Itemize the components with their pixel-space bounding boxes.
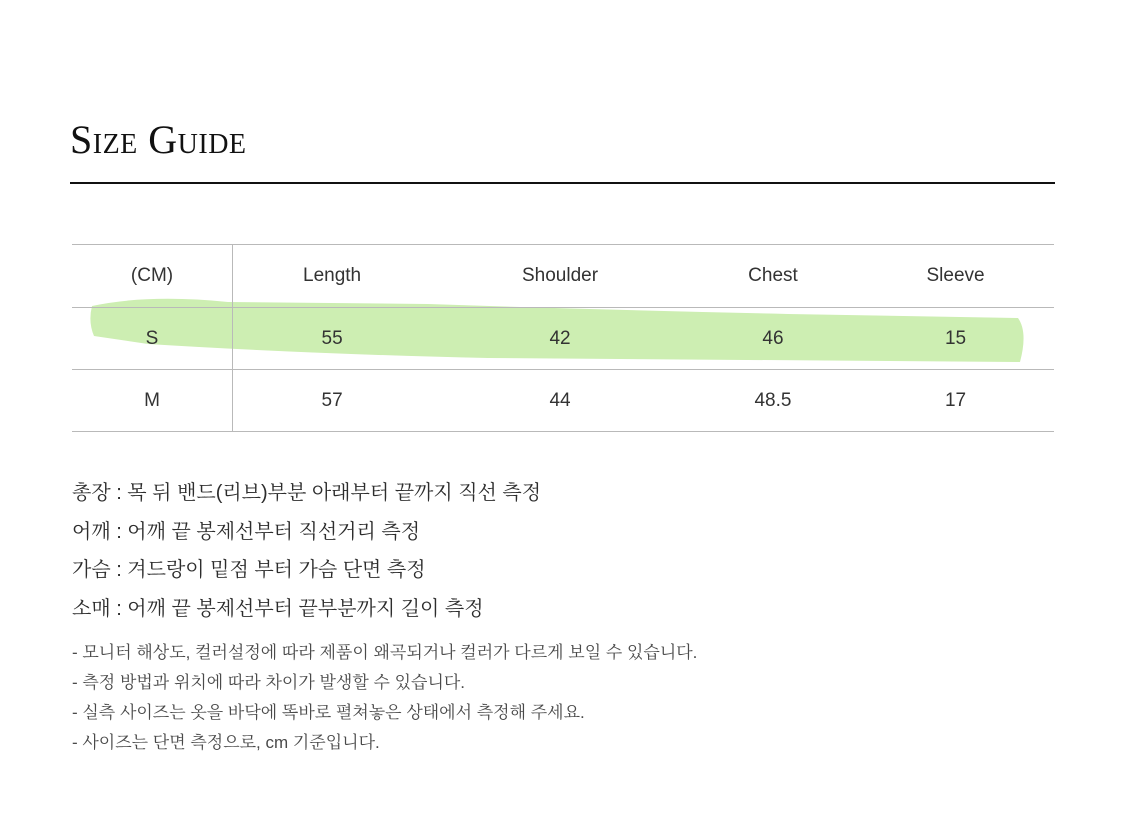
size-table xyxy=(72,244,1054,432)
column-header-shoulder: Shoulder xyxy=(431,245,689,308)
size-label: S xyxy=(72,308,233,370)
table-header-row xyxy=(72,245,1054,308)
column-header-sleeve: Sleeve xyxy=(857,245,1054,308)
note-length: 총장 : 목 뒤 밴드(리브)부분 아래부터 끝까지 직선 측정 xyxy=(72,482,542,504)
page-title: Size Guide xyxy=(70,117,247,162)
unit-label: (CM) xyxy=(72,245,233,308)
size-label: M xyxy=(72,370,233,432)
table-row-size-m xyxy=(72,370,1054,432)
column-header-length: Length xyxy=(233,245,432,308)
shoulder-value: 44 xyxy=(431,370,689,432)
note-sleeve: 소매 : 어깨 끝 봉제선부터 끝부분까지 길이 측정 xyxy=(72,597,484,620)
note-chest: 가슴 : 겨드랑이 밑점 부터 가슴 단면 측정 xyxy=(72,559,426,581)
title-divider xyxy=(70,182,1055,184)
length-value: 55 xyxy=(233,308,432,370)
sleeve-value: 15 xyxy=(857,308,1054,370)
note-shoulder: 어깨 : 어깨 끝 봉제선부터 직선거리 측정 xyxy=(72,520,421,543)
disclaimer-list xyxy=(72,638,697,758)
disclaimer-item: - 모니터 해상도, 컬러설정에 따라 제품이 왜곡되거나 컬러가 다르게 보일 수 있습니다. xyxy=(72,643,698,662)
disclaimer-item: - 실측 사이즈는 옷을 바닥에 똑바로 펼쳐놓은 상태에서 측정해 주세요. xyxy=(72,703,585,722)
shoulder-value: 42 xyxy=(431,308,689,370)
measurement-notes xyxy=(72,474,541,628)
column-header-chest: Chest xyxy=(689,245,857,308)
disclaimer-item: - 사이즈는 단면 측정으로, cm 기준입니다. xyxy=(72,733,380,752)
sleeve-value: 17 xyxy=(857,370,1054,432)
length-value: 57 xyxy=(233,370,432,432)
chest-value: 48.5 xyxy=(689,370,857,432)
chest-value: 46 xyxy=(689,308,857,370)
disclaimer-item: - 측정 방법과 위치에 따라 차이가 발생할 수 있습니다. xyxy=(72,673,466,692)
table-row-size-s xyxy=(72,308,1054,370)
